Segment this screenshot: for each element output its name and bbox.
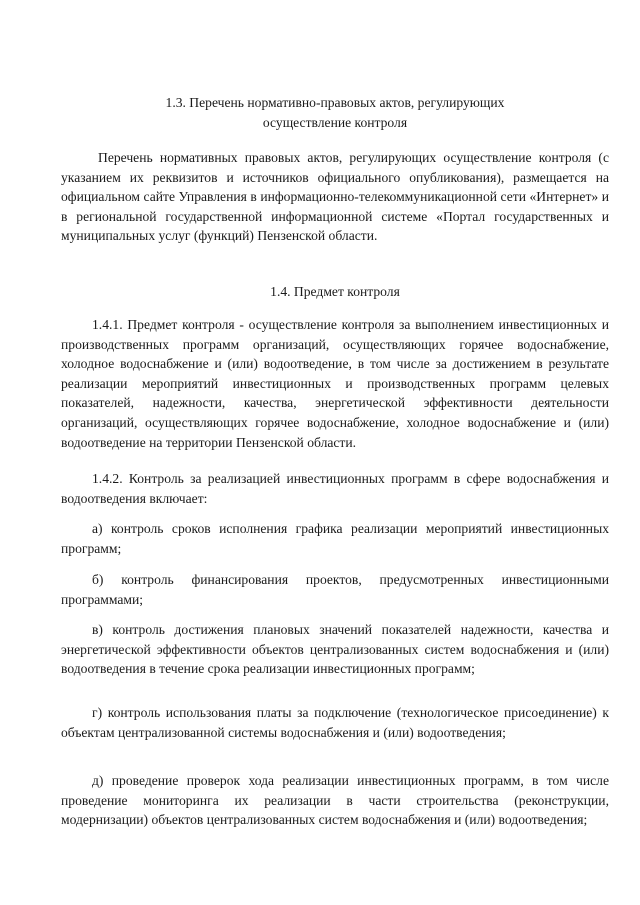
- list-item-d: д) проведение проверок хода реализации инвестиционных программ, в том числе проведение мониторинга их реализации в части строительства (реконструкции, модернизации) объектов централизованных систем водоснабжения и (или) водоотведения;: [61, 773, 609, 828]
- paragraph-1-4-1: 1.4.1. Предмет контроля - осуществление контроля за выполнением инвестиционных и производственных программ организаций, осуществляющих горячее водоснабжение, холодное водоснабжение и (или) водоотведение, в том числе за достижением в результате реализации мероприятий инвестиционных и производственных программ целевых показателей, надежности, качества, энергетической эффективности деятельности организаций, осуществляющих горячее водоснабжение, холодное водоснабжение и (или) водоотведение на территории Пензенской области.: [61, 317, 609, 450]
- list-item-a: а) контроль сроков исполнения графика реализации мероприятий инвестиционных программ;: [61, 521, 609, 556]
- list-item-b: б) контроль финансирования проектов, предусмотренных инвестиционными программами;: [61, 572, 609, 607]
- document-page: [61, 0, 609, 905]
- section-1-3-paragraph: Перечень нормативных правовых актов, регулирующих осуществление контроля (с указанием их реквизитов и источников официального опубликования), размещается на официальном сайте Управления в информационно-телекоммуникационной сети «Интернет» и в региональной государственной информационной системе «Портал государственных и муниципальных услуг (функций) Пензенской области.: [61, 150, 609, 244]
- paragraph-1-4-2: 1.4.2. Контроль за реализацией инвестиционных программ в сфере водоснабжения и водоотведения включает:: [61, 471, 609, 506]
- section-1-3-heading: 1.3. Перечень нормативно-правовых актов, регулирующих осуществление контроля: [165, 95, 505, 130]
- list-item-g: г) контроль использования платы за подключение (технологическое присоединение) к объектам централизованной системы водоснабжения и (или) водоотведения;: [61, 705, 609, 740]
- list-item-v: в) контроль достижения плановых значений показателей надежности, качества и энергетической эффективности объектов централизованных систем водоснабжения и (или) водоотведения в течение срока реализации инвестиционных программ;: [61, 622, 609, 677]
- section-1-4-heading: 1.4. Предмет контроля: [270, 284, 400, 299]
